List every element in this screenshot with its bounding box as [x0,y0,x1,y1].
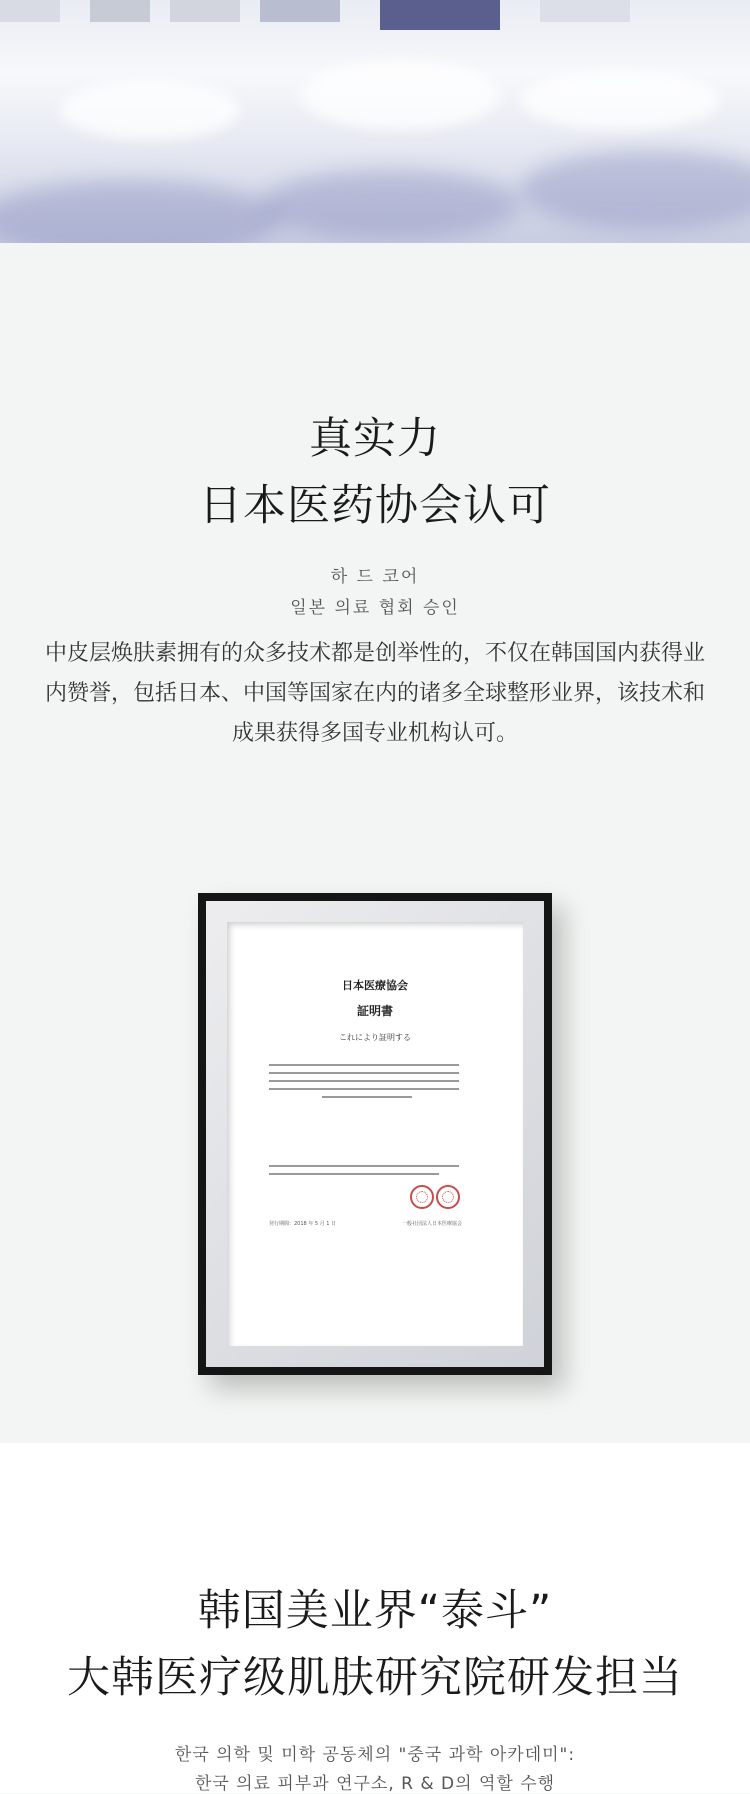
text-line [269,1080,459,1082]
description-paragraph: 中皮层焕肤素拥有的众多技术都是创举性的，不仅在韩国国内获得业内赞誉，包括日本、中国等国家在内的诸多全球整形业界，该技术和成果获得多国专业机构认可。 [45,641,706,746]
hero-decor [540,0,630,22]
certificate-paper [227,922,523,1346]
text-line [269,1173,439,1175]
text-line [269,1072,459,1074]
hero-decor [0,180,280,243]
hero-banner-image [0,0,750,243]
hero-decor [170,0,240,22]
certificate-title: 証明書 [356,1004,393,1018]
korean-subtitle-line1: 하 드 코어 [330,567,420,587]
hero-decor [260,0,340,22]
section-title-line1: 真实力 [309,414,441,464]
section2-title-line2: 大韩医疗级肌肤研究院研发担当 [67,1653,683,1703]
hero-decor [380,0,500,30]
certificate-frame [198,893,552,1375]
section2-subtitle-line2: 한국 의료 피부과 연구소, R & D의 역할 수행 [194,1774,556,1794]
text-line [269,1165,459,1167]
seal-stamp-icon [410,1185,434,1209]
hero-decor [0,0,60,22]
section2-subtitle-line1: 한국 의학 및 미학 공동체의 "중국 과학 아카데미": [174,1745,576,1765]
hero-decor [60,80,240,140]
text-line [322,1096,412,1098]
certificate-date: 発行期間：2018 年 5 月 1 日 [269,1221,337,1227]
text-line [269,1088,459,1090]
hero-decor [260,170,520,240]
section-title-line2: 日本医药协会认可 [199,481,551,531]
certificate-issuer: 一般社団法人日本医療協会 [402,1221,463,1227]
korean-subtitle-line2: 일본 의료 협회 승인 [290,598,460,618]
certificate-org: 日本医療協会 [342,979,408,992]
hero-decor [520,70,720,130]
hero-decor [90,0,150,22]
section2-title-line1: 韩国美业界“泰斗” [197,1586,553,1636]
hero-decor [300,60,500,130]
seal-stamp-icon [436,1185,460,1209]
text-line [269,1064,459,1066]
hero-decor [520,150,750,230]
certificate-heading: これにより証明する [339,1033,411,1042]
